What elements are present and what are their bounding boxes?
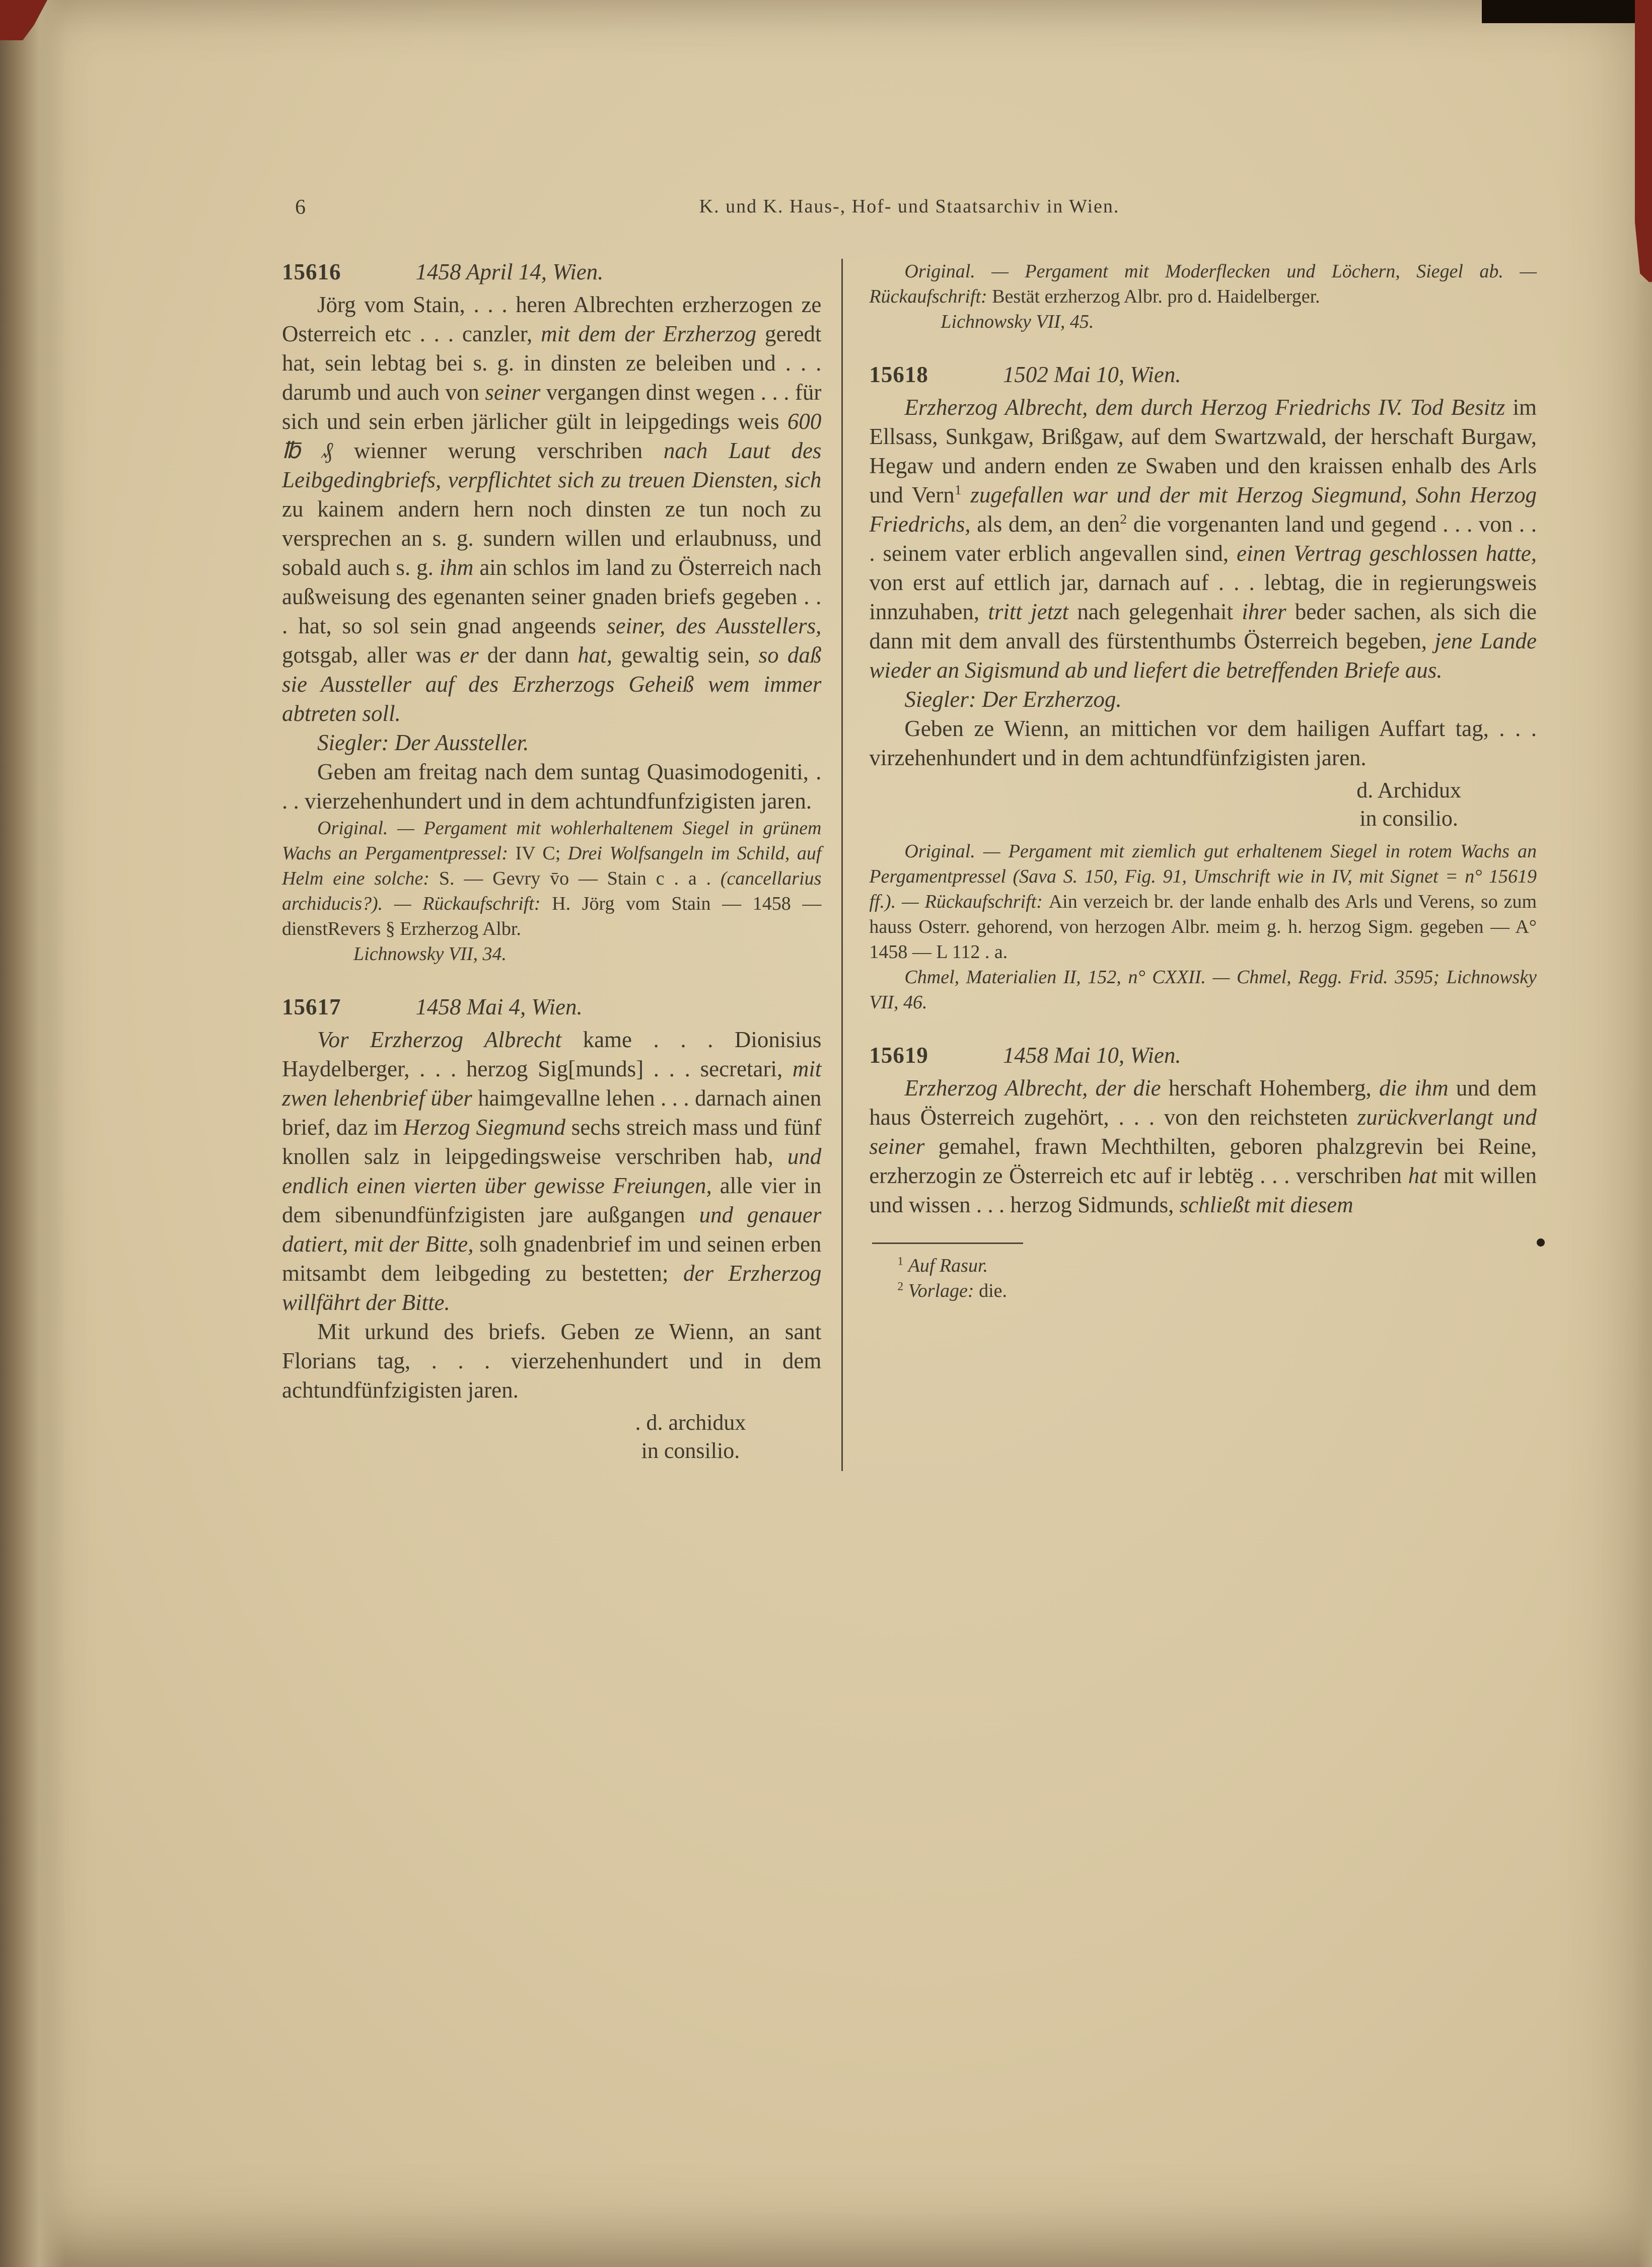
text-run: alle vier in dem sibenundfünfzigisten jare außgangen: [282, 1173, 822, 1227]
text-run: sechs streich mass und fünf knollen salz in leipgedingsweise verschriben hab,: [282, 1115, 822, 1169]
printed-text-block: [282, 195, 1537, 1471]
signature-line: d. Archidux: [1356, 778, 1461, 802]
text-run: Siegler: Der Aussteller.: [317, 730, 529, 755]
text-run: ihm: [439, 555, 474, 580]
text-run: mit zwen lehenbrief über: [282, 1056, 822, 1111]
text-run: Auf Rasur.: [908, 1255, 988, 1276]
scan-edge-black-top-right: [1482, 0, 1652, 23]
text-run: gotsgab, aller was: [282, 642, 460, 668]
text-run: von erst auf ettlich jar, darnach auf . . . lebtag, die in regierungsweis innzuhaben,: [869, 570, 1537, 624]
text-run: Chmel, Materialien II, 152, n° CXXII. — Chmel, Regg. Frid. 3595; Lichnowsky VII, 46.: [869, 967, 1537, 1013]
text-run: wienner werung verschriben: [333, 438, 664, 463]
text-run: haimgevallne lehen . . . darnach ainen brief, daz im: [282, 1085, 822, 1140]
entry-paragraph: [869, 685, 1537, 714]
text-run: Vorlage:: [908, 1280, 979, 1301]
text-run: und dem haus Österreich zugehört, . . . von den reichsteten: [869, 1075, 1537, 1130]
book-cover-edge-right: [1635, 0, 1652, 285]
text-run: H. Jörg vom Stain — 1458 — dienstRevers § Erzherzog Albr.: [282, 893, 822, 939]
running-head: [282, 195, 1537, 228]
text-run: er: [460, 642, 479, 668]
text-run: und genauer datiert, mit der Bitte,: [282, 1202, 822, 1257]
running-title: K. und K. Haus-, Hof- und Staatsarchiv in Wien.: [699, 196, 1120, 217]
text-run: zu kainem andern hern noch dinsten ze tun noch zu versprechen an s. g. sundern willen und erlaubnuss, und sobald auch s. g.: [282, 496, 822, 580]
entry-date: 1458 Mai 10, Wien.: [1002, 1043, 1181, 1068]
footnote: [869, 1278, 1537, 1303]
entry-paragraph: [869, 714, 1537, 772]
text-run: seiner: [485, 380, 541, 405]
text-run: mit willen und wissen . . . herzog Sidmunds,: [869, 1163, 1537, 1217]
source-note: [282, 941, 821, 967]
text-run: Erzherzog Albrecht, der die: [904, 1075, 1161, 1101]
footnote: [869, 1253, 1537, 1278]
entry-paragraph: [869, 1073, 1537, 1219]
text-run: gemahel, frawn Mechthilten, geboren phalzgrevin bei Reine, erzherzogin ze Österreich etc auf ir lebtëg . . . verschriben: [869, 1134, 1537, 1188]
text-run: gewaltig sein,: [612, 642, 759, 668]
text-run: mit dem der Erzherzog: [541, 321, 757, 346]
source-note: [282, 816, 821, 941]
text-run: IV C;: [515, 843, 568, 864]
text-run: (cancellarius archiducis?). — Rückaufschrift:: [282, 868, 822, 914]
entry-heading: [869, 1042, 1537, 1068]
right-column: [841, 259, 1537, 1471]
text-run: ain schlos im land zu Österreich nach außweisung des egenanten seiner gnaden briefs gegeben . . . hat, so sol sein gnad angeends: [282, 555, 822, 638]
signature-block: [635, 1409, 746, 1465]
text-run: schließt mit diesem: [1179, 1192, 1353, 1217]
text-run: die.: [979, 1280, 1008, 1301]
text-run: Original. — Pergament mit ziemlich gut erhaltenem Siegel in rotem Wachs an Pergamentpressel (Sava S. 150, Fig. 91, Umschrift wie in IV, mit Signet = n° 15619 ff.). — Rückaufschrift:: [869, 841, 1537, 912]
entry-paragraph: [282, 728, 821, 757]
text-run: Erzherzog Albrecht, dem durch Herzog Friedrichs IV. Tod Besitz: [904, 395, 1505, 420]
text-run: S. — Gevry v̄o — Stain c . a .: [439, 868, 721, 889]
text-run: ihrer: [1242, 599, 1286, 624]
text-run: als dem, an den: [970, 511, 1120, 537]
entry-paragraph: [282, 757, 821, 816]
text-run: Siegler: Der Erzherzog.: [904, 687, 1122, 712]
entry-number: 15616: [282, 259, 341, 284]
text-run: die vorgenanten land und gegend . . . von . . . seinem vater erblich angevallen sind,: [869, 511, 1537, 566]
text-run: 600 ℔ ₰: [282, 409, 822, 463]
entry-date: 1502 Mai 10, Wien.: [1002, 362, 1181, 387]
two-column-layout: [282, 259, 1537, 1471]
text-run: [903, 1255, 908, 1276]
source-note: [869, 259, 1537, 309]
entry-paragraph: [282, 290, 821, 728]
text-run: seiner, des Ausstellers,: [607, 613, 822, 638]
text-run: hat,: [578, 642, 613, 668]
text-run: vergangen dinst wegen . . . für sich und sein erben järlicher gült in leipgedings weis: [282, 380, 822, 434]
entry-date: 1458 April 14, Wien.: [415, 259, 604, 284]
page-edge-shade-right: [1638, 282, 1652, 2267]
text-run: Geben ze Wienn, an mittichen vor dem hailigen Auffart tag, . . . virzehenhundert und in dem achtundfünfzigisten jaren.: [869, 716, 1537, 770]
text-run: der dann: [478, 642, 578, 668]
text-run: [903, 1280, 908, 1301]
text-run: der Erzherzog willfährt der Bitte.: [282, 1261, 822, 1315]
text-run: jene Lande wieder an Sigismund ab und liefert die betreffenden Briefe aus.: [869, 628, 1537, 683]
text-run: hat: [1408, 1163, 1438, 1188]
ink-speck: [1537, 1238, 1545, 1247]
footnote-reference: 2: [897, 1280, 904, 1293]
text-run: Mit urkund des briefs. Geben ze Wienn, an sant Florians tag, . . . vierzehenhundert und in dem achtundfünfzigisten jaren.: [282, 1319, 822, 1403]
binding-gutter-shadow: [0, 0, 65, 2267]
text-run: Vor Erzherzog Albrecht: [317, 1027, 562, 1052]
text-run: geredt hat, sein lebtag bei s. g. in dinsten ze beleiben und . . . darumb und auch von: [282, 321, 822, 405]
signature-line: . d. archidux: [635, 1410, 746, 1435]
entry-paragraph: [869, 393, 1537, 685]
text-run: tritt jetzt: [988, 599, 1069, 624]
text-run: zurückverlangt und seiner: [869, 1105, 1537, 1159]
text-run: einen Vertrag geschlossen hatte,: [1236, 541, 1537, 566]
text-run: so daß sie Aussteller auf des Erzherzogs Geheiß wem immer abtreten soll.: [282, 642, 822, 726]
entry-number: 15619: [869, 1043, 928, 1068]
text-run: Original. — Pergament mit wohlerhaltenem Siegel in grünem Wachs an Pergamentpressel:: [282, 818, 822, 864]
source-note: [869, 965, 1537, 1015]
footnote-reference: 1: [897, 1255, 904, 1268]
text-run: [962, 482, 971, 507]
text-run: Herzog Siegmund: [403, 1115, 565, 1140]
page-number: 6: [295, 196, 306, 219]
text-run: nach gelegenhait: [1068, 599, 1242, 624]
signature-line: in consilio.: [641, 1438, 740, 1463]
text-run: und endlich einen vierten über gewisse Freiungen,: [282, 1144, 822, 1198]
footnote-separator: [872, 1242, 1023, 1244]
text-run: Drei Wolfsangeln im Schild, auf Helm eine solche:: [282, 843, 822, 889]
text-run: solh gnadenbrief im und seinen erben mitsambt dem leibgeding zu bestetten;: [282, 1231, 822, 1286]
left-column: [282, 259, 841, 1471]
text-run: kame . . . Dionisius Haydelberger, . . . herzog Sig[munds] . . . secretari,: [282, 1027, 822, 1081]
text-run: beder sachen, als sich die dann mit dem anvall des fürstenthumbs Österreich begeben,: [869, 599, 1537, 653]
text-run: Lichnowsky VII, 34.: [353, 943, 507, 965]
footnote-reference: 2: [1120, 511, 1127, 527]
footnote-reference: 1: [954, 482, 962, 498]
text-run: Geben am freitag nach dem suntag Quasimodogeniti, . . . vierzehenhundert und in dem achtundfunfzigisten jaren.: [282, 759, 822, 814]
text-run: herschaft Hohemberg,: [1161, 1075, 1379, 1101]
entry-heading: [282, 994, 821, 1020]
text-run: zugefallen war und der mit Herzog Siegmund, Sohn Herzog Friedrichs,: [869, 482, 1537, 537]
text-run: Original. — Pergament mit Moderflecken und Löchern, Siegel ab. — Rückaufschrift:: [869, 261, 1537, 307]
signature-line: in consilio.: [1359, 806, 1458, 831]
text-run: Jörg vom Stain, . . . heren Albrechten erzherzogen ze Osterreich etc . . . canzler,: [282, 292, 822, 346]
text-run: im Ellsass, Sunkgaw, Brißgaw, auf dem Swartzwald, der herschaft Burgaw, Hegaw und andern enden ze Swaben und den kraissen enhalb des Arls und Vern: [869, 395, 1537, 507]
entry-number: 15618: [869, 362, 928, 387]
entry-number: 15617: [282, 994, 341, 1019]
text-run: die ihm: [1379, 1075, 1449, 1101]
source-note: [869, 839, 1537, 965]
entry-paragraph: [282, 1317, 821, 1405]
source-note: [869, 309, 1537, 334]
signature-block: [1356, 776, 1461, 833]
entry-heading: [869, 361, 1537, 388]
text-run: Bestät erzherzog Albr. pro d. Haidelberger.: [992, 286, 1320, 307]
text-run: Lichnowsky VII, 45.: [941, 311, 1094, 332]
entry-heading: [282, 259, 821, 285]
text-run: nach Laut des Leibgedingbriefs, verpflichtet sich zu treuen Diensten, sich: [282, 438, 822, 492]
text-run: Ain verzeich br. der lande enhalb des Arls und Verens, so zum hauss Osterr. gehorend, von herzogen Albr. meim g. h. herzog Sigm. gegeben — A° 1458 — L 112 . a.: [869, 891, 1537, 963]
entry-date: 1458 Mai 4, Wien.: [415, 994, 583, 1019]
entry-paragraph: [282, 1025, 821, 1317]
